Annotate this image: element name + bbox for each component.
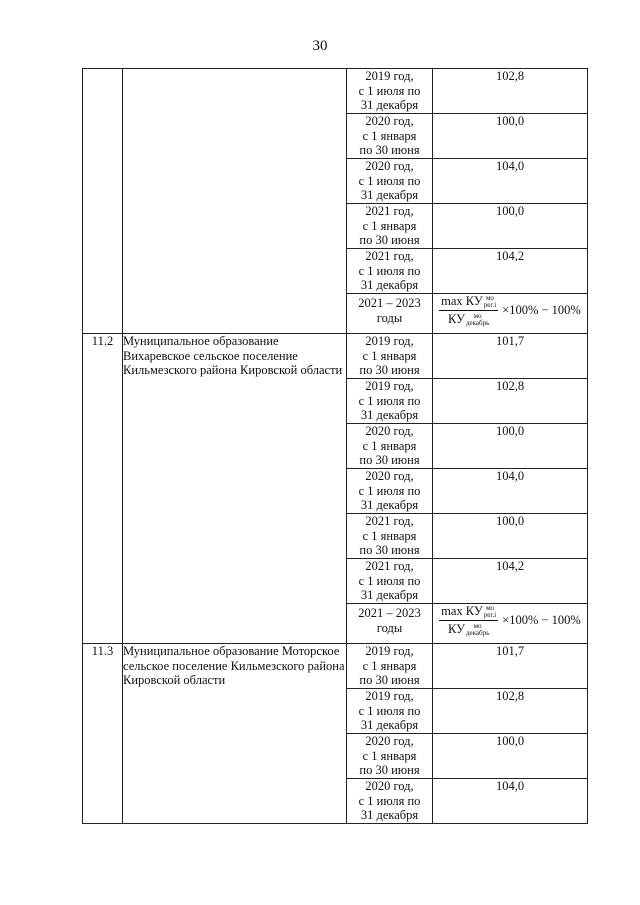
formula-fraction (439, 604, 498, 637)
period-cell (347, 514, 433, 559)
period-line: 2020 год, (365, 779, 414, 793)
period-line: 2021 год, (365, 559, 414, 573)
period-line: с 1 июля по (358, 703, 421, 718)
period-line: с 1 января (362, 658, 417, 673)
formula-sup: мо (485, 294, 494, 303)
period-line: по 30 июня (359, 763, 420, 777)
period-line: 2021 – 2023 (358, 606, 421, 620)
tariff-table (82, 68, 588, 824)
formula-den-text: КУ (448, 622, 465, 637)
formula-sub: декабрь (465, 319, 490, 328)
formula-sub: декабрь (465, 629, 490, 638)
index-value: 100,0 (433, 424, 588, 469)
period-cell (347, 204, 433, 249)
period-line: по 30 июня (359, 363, 420, 377)
formula-indices (466, 313, 489, 327)
period-line: 2019 год, (365, 379, 414, 393)
period-line: 31 декабря (360, 188, 419, 202)
period-line: 31 декабря (360, 98, 419, 112)
index-value: 100,0 (433, 204, 588, 249)
period-cell (347, 559, 433, 604)
period-line: с 1 января (362, 438, 417, 453)
period-line: по 30 июня (359, 233, 420, 247)
period-line: 2021 год, (365, 514, 414, 528)
formula-fraction (439, 294, 498, 327)
formula-tail: ×100% − 100% (502, 613, 581, 628)
period-line: по 30 июня (359, 673, 420, 687)
formula-max-text: max КУ (441, 604, 483, 618)
period-cell (347, 249, 433, 294)
section-number: 11.3 (83, 644, 123, 824)
period-line: по 30 июня (359, 143, 420, 157)
period-cell (347, 379, 433, 424)
period-cell (347, 159, 433, 204)
formula-indices (466, 623, 489, 637)
index-value: 102,8 (433, 379, 588, 424)
table-row (83, 644, 588, 689)
period-line: с 1 июля по (358, 393, 421, 408)
table-row (83, 69, 588, 114)
index-formula-cell (433, 294, 588, 334)
period-line: 2021 год, (365, 204, 414, 218)
period-cell (347, 424, 433, 469)
period-line: с 1 июля по (358, 173, 421, 188)
index-value: 102,8 (433, 689, 588, 734)
period-line: 31 декабря (360, 498, 419, 512)
period-line: 2019 год, (365, 689, 414, 703)
period-cell (347, 294, 433, 334)
period-line: с 1 января (362, 528, 417, 543)
index-value: 104,2 (433, 559, 588, 604)
period-line: с 1 июля по (358, 573, 421, 588)
formula-tail: ×100% − 100% (502, 303, 581, 318)
period-line: с 1 июля по (358, 793, 421, 808)
period-line: 2021 год, (365, 249, 414, 263)
period-line: 31 декабря (360, 718, 419, 732)
period-line: 31 декабря (360, 808, 419, 822)
formula-indices (484, 295, 496, 309)
formula (433, 604, 587, 637)
period-line: 31 декабря (360, 408, 419, 422)
period-line: 2020 год, (365, 159, 414, 173)
period-line: 2020 год, (365, 114, 414, 128)
index-value: 102,8 (433, 69, 588, 114)
period-line: с 1 января (362, 348, 417, 363)
period-line: с 1 июля по (358, 83, 421, 98)
period-line: 2020 год, (365, 469, 414, 483)
section-number: 11.2 (83, 334, 123, 644)
index-formula-cell (433, 604, 588, 644)
period-cell (347, 69, 433, 114)
formula-denominator (446, 311, 491, 327)
period-line: по 30 июня (359, 543, 420, 557)
index-value: 104,2 (433, 249, 588, 294)
period-line: 31 декабря (360, 278, 419, 292)
table-row (83, 334, 588, 379)
period-line: 2020 год, (365, 424, 414, 438)
period-line: по 30 июня (359, 453, 420, 467)
period-line: 2020 год, (365, 734, 414, 748)
index-value: 101,7 (433, 644, 588, 689)
formula-sup: мо (485, 604, 494, 613)
tariff-table-body (83, 69, 588, 824)
period-cell (347, 689, 433, 734)
period-cell (347, 779, 433, 824)
formula-numerator (439, 294, 498, 311)
index-value: 104,0 (433, 159, 588, 204)
period-line: годы (376, 620, 403, 635)
municipality-name: Муниципальное образование Моторское сельское поселение Кильмезского района Кировской области (123, 644, 347, 824)
municipality-name: Муниципальное образование Вихаревское сельское поселение Кильмезского района Кировской области (123, 334, 347, 644)
period-line: 31 декабря (360, 588, 419, 602)
period-line: с 1 июля по (358, 483, 421, 498)
index-value: 104,0 (433, 779, 588, 824)
period-line: с 1 июля по (358, 263, 421, 278)
period-line: с 1 января (362, 218, 417, 233)
formula (433, 294, 587, 327)
period-cell (347, 334, 433, 379)
period-line: 2019 год, (365, 334, 414, 348)
municipality-name (123, 69, 347, 334)
period-cell (347, 114, 433, 159)
formula-sub: рег.i (483, 611, 497, 620)
formula-sup: мо (473, 622, 482, 631)
index-value: 100,0 (433, 734, 588, 779)
period-cell (347, 604, 433, 644)
period-line: с 1 января (362, 748, 417, 763)
formula-sub: рег.i (483, 301, 497, 310)
period-line: годы (376, 310, 403, 325)
index-value: 100,0 (433, 514, 588, 559)
period-cell (347, 469, 433, 514)
page-number: 30 (312, 38, 328, 54)
formula-den-text: КУ (448, 312, 465, 327)
period-cell (347, 644, 433, 689)
formula-max-text: max КУ (441, 294, 483, 308)
formula-indices (484, 605, 496, 619)
formula-denominator (446, 621, 491, 637)
period-line: 2019 год, (365, 69, 414, 83)
period-line: 2021 – 2023 (358, 296, 421, 310)
section-number (83, 69, 123, 334)
period-line: с 1 января (362, 128, 417, 143)
index-value: 104,0 (433, 469, 588, 514)
period-line: 2019 год, (365, 644, 414, 658)
index-value: 100,0 (433, 114, 588, 159)
formula-numerator (439, 604, 498, 621)
period-cell (347, 734, 433, 779)
formula-sup: мо (473, 312, 482, 321)
index-value: 101,7 (433, 334, 588, 379)
